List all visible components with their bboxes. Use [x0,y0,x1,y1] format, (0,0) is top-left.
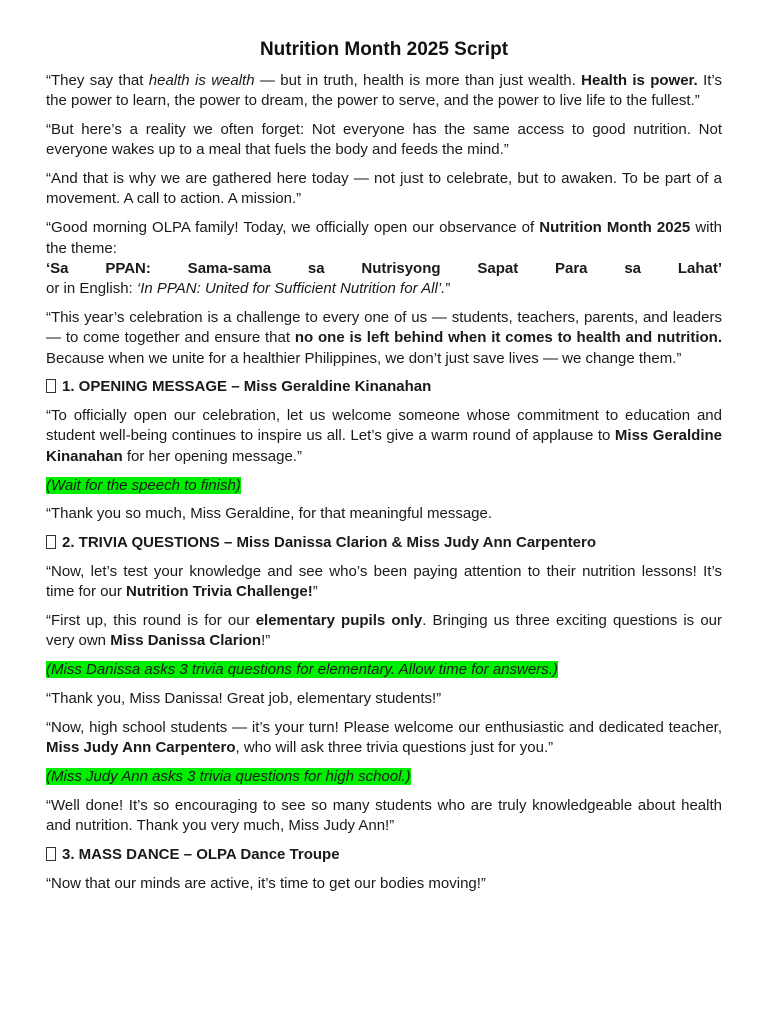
text-run-bold: Miss Geraldine Kinanahan [46,427,722,465]
text-run: !” [261,632,271,650]
text-run: for her opening message.” [122,447,302,465]
text-run-italic: health is wealth [148,72,255,89]
text-run-bold: Miss Danissa Clarion [110,632,262,650]
text-run: “They say that [46,72,149,89]
highlighted-note-text: (Wait for the speech to finish) [46,476,241,494]
theme-english [46,279,722,299]
text-run: “First up, this round is for our [46,612,256,630]
text-run: ” [312,583,318,601]
text-run: — but in truth, health is more than just wealth. [254,72,582,89]
text-run: with the theme: [46,219,723,257]
opening-message-paragraph [46,406,722,467]
text-run: or in English: [46,280,137,298]
text-run: Because when we unite for a healthier Philippines, we don’t just save lives — we change them.” [46,349,682,367]
text-run: “Good morning OLPA family! Today, we officially open our observance of [46,219,540,237]
text-run-bold: no one is left behind when it comes to health and nutrition. [294,329,722,347]
section-heading-mass-dance [46,845,722,865]
text-run: ” [445,280,451,298]
thank-you-paragraph: “Thank you so much, Miss Geraldine, for that meaningful message. [46,505,493,523]
stage-direction-note [46,476,722,496]
section-heading-trivia [46,533,722,553]
text-run: It’s the power to learn, the power to dream, the power to serve, and the power to live life to the fullest.” [46,72,722,110]
text-run-bold: elementary pupils only [255,612,423,630]
mass-dance-paragraph: “Now that our minds are active, it’s time to get our bodies moving!” [46,874,486,892]
section-heading-text: 2. TRIVIA QUESTIONS – Miss Danissa Clarion & Miss Judy Ann Carpentero [62,534,597,552]
text-run: “Now, high school students — it’s your turn! Please welcome our enthusiastic and dedicated teacher, [46,718,722,736]
theme-english-italic: ‘In PPAN: United for Sufficient Nutrition for All’. [136,280,446,298]
highlighted-note-text: (Miss Danissa asks 3 trivia questions for elementary. Allow time for answers.) [46,661,558,679]
trivia-intro-paragraph [46,562,722,603]
thank-you-danissa-paragraph: “Thank you, Miss Danissa! Great job, elementary students!” [46,689,442,707]
highlighted-note-text: (Miss Judy Ann asks 3 trivia questions for high school.) [46,767,411,785]
theme-tagalog [46,259,722,279]
text-run: “To officially open our celebration, let us welcome someone whose commitment to education and student well-being continues to inspire us all. Let’s give a warm round of applause to [46,407,722,445]
section-heading-text: 3. MASS DANCE – OLPA Dance Troupe [62,845,340,863]
section-heading-text: 1. OPENING MESSAGE – Miss Geraldine Kinanahan [62,378,432,396]
intro-paragraph-1 [46,71,722,112]
text-run-bold: Nutrition Month 2025 [539,219,691,237]
checkbox-marker-icon [46,535,56,549]
intro-paragraph-2: “But here’s a reality we often forget: Not everyone has the same access to good nutrition. Not everyone wakes up to a meal that fuels the body and feeds the mind.” [46,121,722,159]
trivia-highschool-paragraph [46,718,722,759]
intro-paragraph-5 [46,308,722,369]
theme-text-bold: ‘Sa PPAN: Sama-sama sa Nutrisyong Sapat Para sa Lahat’ [46,259,722,277]
text-run: “This year’s celebration is a challenge to every one of us — students, teachers, parents, and leaders — to come together and ensure that [46,308,722,347]
document-title: Nutrition Month 2025 Script [259,39,509,60]
well-done-paragraph: “Well done! It’s so encouraging to see so many students who are truly knowledgeable about health and nutrition. Thank you very much, Miss Judy Ann!” [46,796,722,834]
intro-paragraph-4 [46,218,722,259]
trivia-elementary-paragraph [46,611,722,652]
section-heading-opening-message [46,377,722,397]
text-run-bold: Miss Judy Ann Carpentero [46,739,236,757]
stage-direction-note [46,767,722,787]
intro-paragraph-3: “And that is why we are gathered here today — not just to celebrate, but to awaken. To be part of a movement. A call to action. A mission.” [46,170,722,208]
checkbox-marker-icon [46,379,56,393]
text-run: , who will ask three trivia questions just for you.” [235,739,554,757]
text-run-bold: Health is power. [581,72,698,89]
text-run: “Now, let’s test your knowledge and see who’s been paying attention to their nutrition lessons! It’s time for our [46,562,722,601]
stage-direction-note [46,660,722,680]
text-run-bold: Nutrition Trivia Challenge! [126,583,313,601]
text-run: . Bringing us three exciting questions is our very own [46,612,722,650]
checkbox-marker-icon [46,847,56,861]
